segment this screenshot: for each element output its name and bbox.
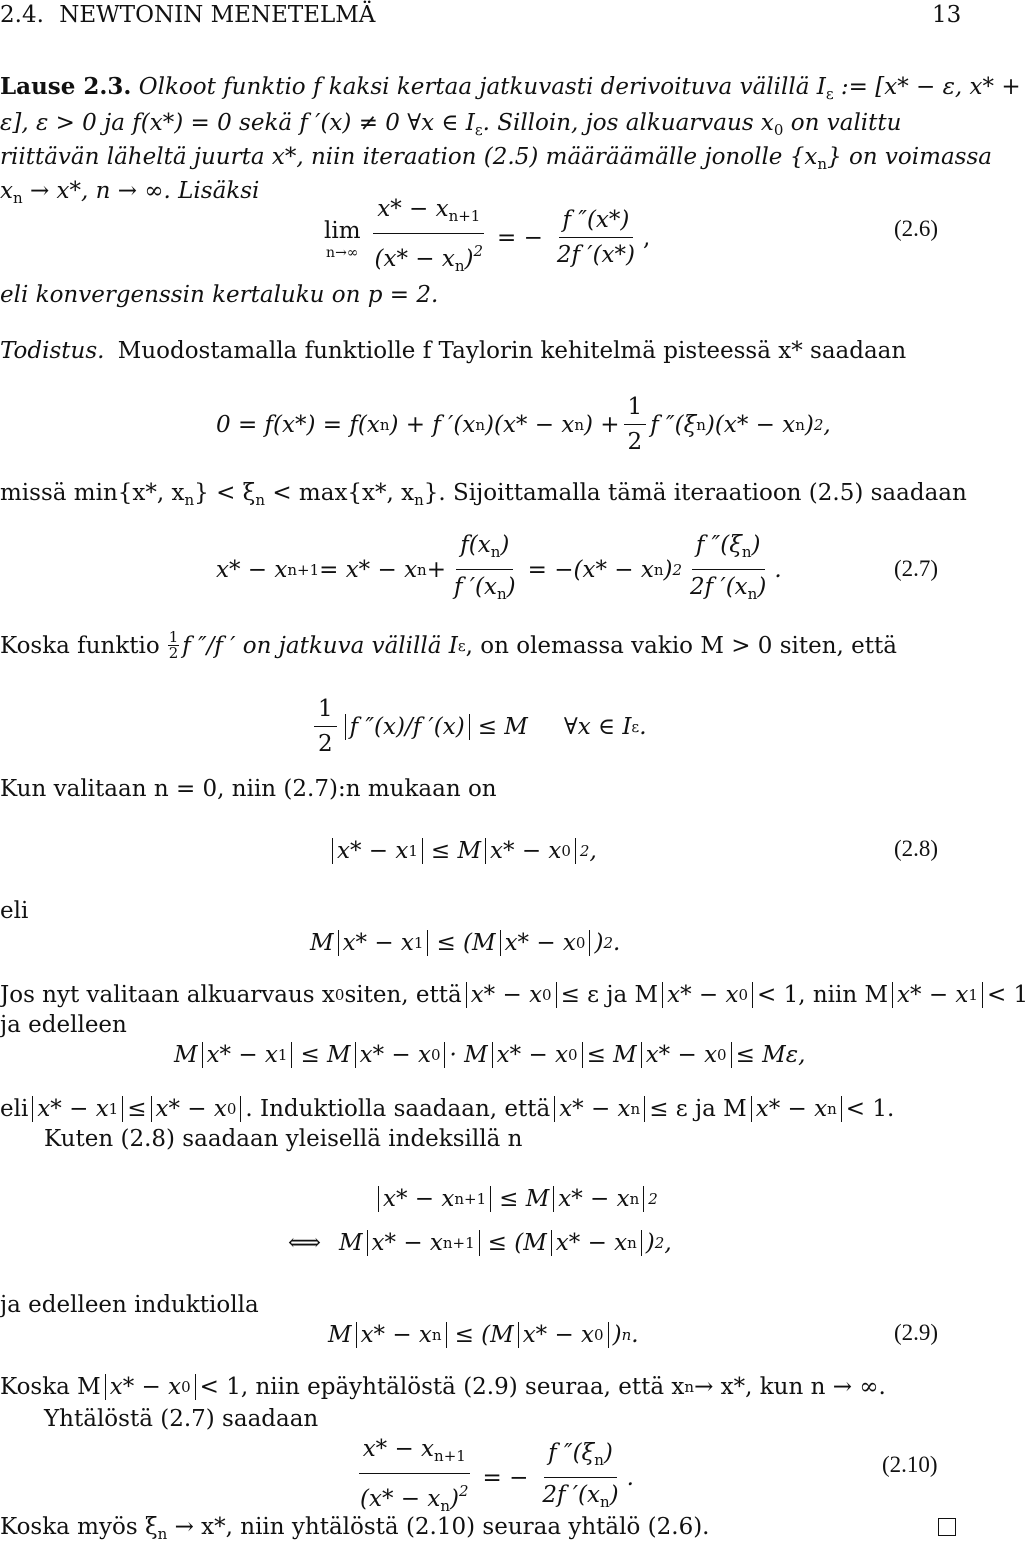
section-title: NEWTONIN MENETELMÄ bbox=[59, 2, 376, 28]
lemma-convergence-line: eli konvergenssin kertaluku on p = 2. bbox=[0, 282, 439, 308]
iff-arrow: ⟺ bbox=[288, 1230, 321, 1256]
eli-label: eli bbox=[0, 898, 29, 924]
proof-label: Todistus. bbox=[0, 338, 105, 364]
lemma-line-2: ε], ε > 0 ja f(x*) = 0 sekä f ′(x) ≠ 0 ∀x ∈ $I_\varepsilon$. Silloin, jos alkuarvaus $x_0$ on valittu bbox=[0, 110, 902, 139]
running-header bbox=[0, 0, 375, 30]
proof-where-line: missä min{x*, $x_n\} < \xi_n < \max\{x*$, $x_n$}. Sijoittamalla tämä iteraatioon (2.5) saadaan bbox=[0, 480, 967, 509]
equation-2-10: $\frac{x* - x_{n+1}}{(x* - x_n)^2}$ = − $\frac{f ''(\xi_n)}{2f '(x_n)}$ . bbox=[360, 1436, 634, 1515]
equation-tag-2-6: (2.6) bbox=[894, 216, 939, 241]
equation-2-7: x* − x n+1 = x* − x n + $\frac{f(x_n)}{f '(x_n)}$ = −(x* − x n ) 2 $\frac{f ''(\xi_n)}{2f '(x_n)}$ . bbox=[216, 532, 782, 603]
half-num-small: 1 bbox=[168, 628, 179, 646]
equation-2-8b: M x* − x 1 ≤ (M x* − x 0 ) 2 . bbox=[310, 930, 621, 956]
lemma-line-4: $x_n \to x*$, n → ∞. Lisäksi bbox=[0, 178, 260, 207]
equation-tag-2-8: (2.8) bbox=[894, 836, 939, 861]
jos-line-2: ja edelleen bbox=[0, 1012, 127, 1038]
equation-tag-2-7: (2.7) bbox=[894, 556, 939, 581]
equation-2-6: lim n→∞ $\frac{x* - x_{n+1}}{(x* - x_n)^2}$ = − $\frac{f ''(x*)}{2f '(x*)}$ , bbox=[324, 196, 651, 275]
general-inequality-2: ⟺ M x* − x n+1 ≤ (M x* − x n ) 2 , bbox=[288, 1230, 672, 1256]
eli-line-2: eli x* − x 1 ≤ x* − x 0 . Induktiolla saadaan, että x* − x n ≤ ε ja M x* − x n < 1. bbox=[0, 1096, 895, 1122]
general-inequality-1: x* − x n+1 ≤ M x* − x n 2 bbox=[374, 1184, 658, 1214]
lemma-label: Lause 2.3. bbox=[0, 73, 132, 100]
page-number: 13 bbox=[932, 2, 962, 28]
final-line: Koska myös $\xi_n \to x*$, niin yhtälöstä (2.10) seuraa yhtälö (2.6). bbox=[0, 1514, 710, 1543]
koska-line-2: Koska M x* − x 0 < 1, niin epäyhtälöstä (2.9) seuraa, että x n → x*, kun n → ∞. bbox=[0, 1374, 886, 1400]
induction-line: ja edelleen induktiolla bbox=[0, 1292, 259, 1318]
equation-2-9: M x* − x n ≤ (M x* − x 0 ) n . bbox=[328, 1322, 639, 1348]
bound-inequality: $\frac{1}{2}$ f ″(x)/f ′(x) ≤ M ∀x ∈ I ε . bbox=[310, 694, 647, 759]
half-den-small: 2 bbox=[168, 644, 179, 662]
section-number: 2.4. bbox=[0, 2, 44, 28]
lemma-line-1: Lause 2.3. Olkoot funktio f kaksi kertaa jatkuvasti derivoituva välillä $I_\varepsilon$ := [x* − ε, x* + bbox=[0, 73, 1021, 103]
equation-2-8: x* − x 1 ≤ M x* − x 0 2 , bbox=[328, 836, 597, 866]
equation-tag-2-9: (2.9) bbox=[894, 1320, 939, 1345]
yhtalosta-line: Yhtälöstä (2.7) saadaan bbox=[44, 1406, 319, 1432]
equation-tag-2-10: (2.10) bbox=[882, 1452, 938, 1477]
chain-inequality: M x* − x 1 ≤ M x* − x 0 · M x* − x 0 ≤ M x* − x 0 ≤ Mε, bbox=[174, 1042, 806, 1068]
taylor-expansion: 0 = f(x*) = f(x n ) + f ′(x n )(x* − x n ) + $\frac{1}{2}$ f ″(ξ n )(x* − x n ) 2 , bbox=[216, 394, 831, 455]
proof-intro: Todistus. Muodostamalla funktiolle f Taylorin kehitelmä pisteessä x* saadaan bbox=[0, 338, 907, 364]
koska-line-1: Koska funktio $\frac{1}{2}$ f ″/f ′ on jatkuva välillä I ε , on olemassa vakio M > 0 siten, että bbox=[0, 628, 897, 662]
kuten-line: Kuten (2.8) saadaan yleisellä indeksillä n bbox=[44, 1126, 523, 1152]
lemma-line-3: riittävän läheltä juurta x*, niin iteraation (2.5) määräämälle jonolle $\{x_n\}$ on voimassa bbox=[0, 144, 992, 173]
qed-square-icon bbox=[938, 1518, 956, 1536]
jos-line-1: Jos nyt valitaan alkuarvaus x 0 siten, että x* − x 0 ≤ ε ja M x* − x 0 < 1, niin M x* − x 1 < 1 bbox=[0, 982, 1028, 1008]
kun-line: Kun valitaan n = 0, niin (2.7):n mukaan on bbox=[0, 776, 497, 802]
